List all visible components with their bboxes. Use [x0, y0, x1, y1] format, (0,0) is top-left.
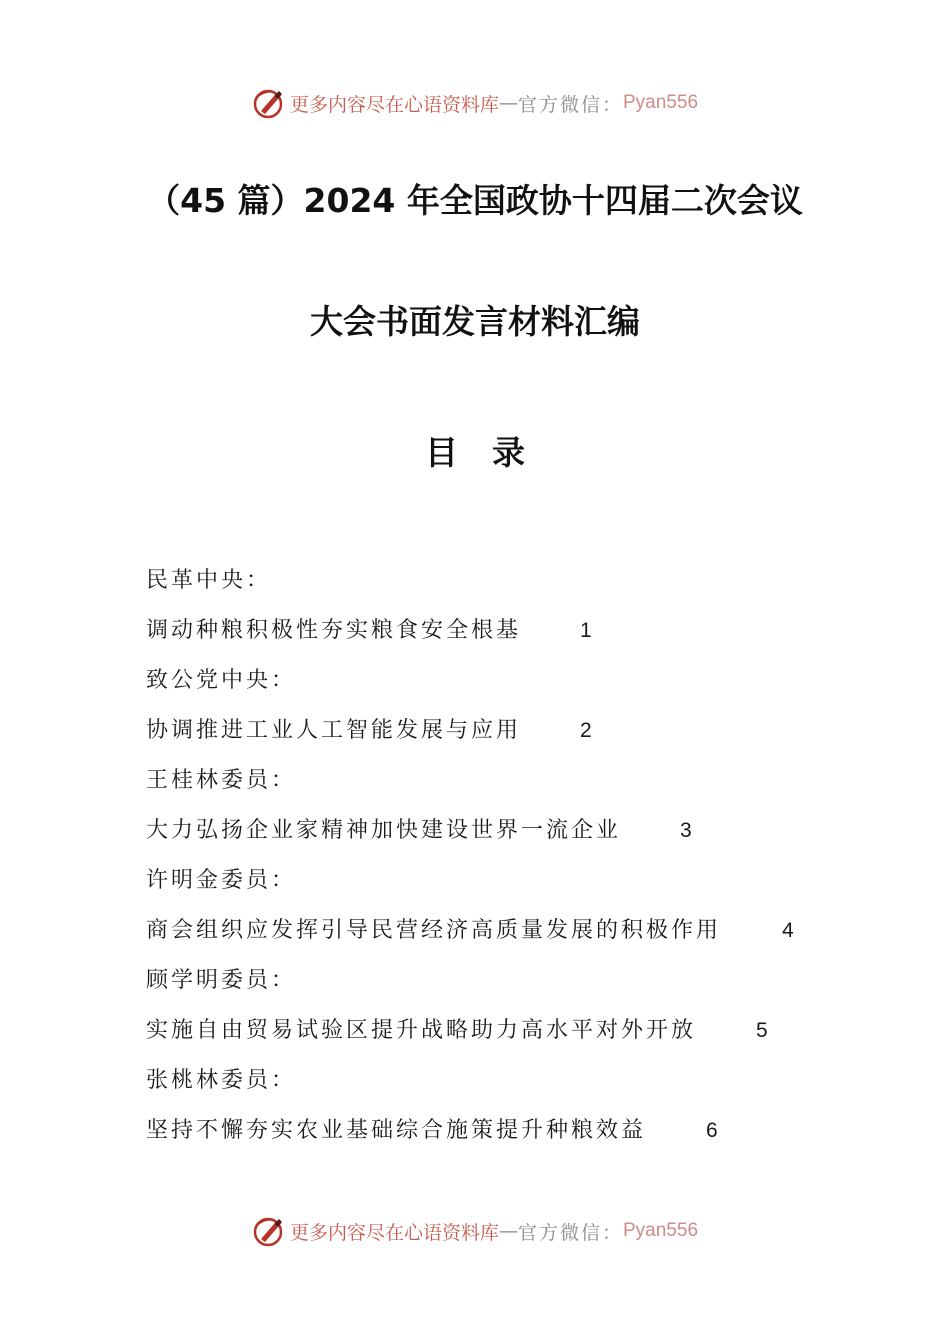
- toc-entry-page: 3: [680, 819, 692, 842]
- banner-wechat-label: 官方微信：: [517, 93, 623, 116]
- toc-author: 顾学明委员：: [146, 968, 297, 993]
- toc-author: 致公党中央：: [146, 668, 297, 693]
- footer-banner: [0, 1211, 950, 1251]
- banner-text: 更多内容尽在心语资料库: [289, 93, 499, 116]
- toc-entry[interactable]: [146, 813, 866, 863]
- toc-entry-title: 大力弘扬企业家精神加快建设世界一流企业: [146, 818, 622, 843]
- toc-heading: 目录: [425, 433, 559, 472]
- toc-entry-page: 5: [756, 1019, 768, 1042]
- toc-entry-title: 调动种粮积极性夯实粮食安全根基: [146, 618, 522, 643]
- toc-entry-page: 2: [580, 719, 592, 742]
- toc-entry[interactable]: [146, 713, 866, 763]
- toc-entry-title: 协调推进工业人工智能发展与应用: [146, 718, 522, 743]
- toc-entry[interactable]: [146, 1113, 866, 1163]
- banner-text: 更多内容尽在心语资料库: [289, 1221, 499, 1244]
- banner-separator: —: [498, 92, 518, 114]
- banner-separator: —: [498, 1220, 518, 1242]
- toc-entry[interactable]: [146, 613, 866, 663]
- banner-wechat-label: 官方微信：: [517, 1221, 623, 1244]
- pen-circle-logo-icon: [252, 1214, 286, 1248]
- document-title-line-1: （45 篇）2024 年全国政协十四届二次会议: [147, 181, 803, 220]
- toc-entry[interactable]: [146, 913, 866, 963]
- toc-list: [146, 563, 866, 1163]
- toc-entry-title: 商会组织应发挥引导民营经济高质量发展的积极作用: [146, 918, 722, 943]
- toc-entry-title: 坚持不懈夯实农业基础综合施策提升种粮效益: [146, 1118, 647, 1143]
- toc-entry-page: 4: [782, 919, 794, 942]
- document-title-line-2: 大会书面发言材料汇编: [310, 302, 640, 341]
- banner-wechat-id: Pyan556: [623, 1220, 699, 1241]
- toc-entry[interactable]: [146, 1013, 866, 1063]
- toc-author: 许明金委员：: [146, 868, 297, 893]
- toc-author: 王桂林委员：: [146, 768, 297, 793]
- toc-author: 张桃林委员：: [146, 1068, 297, 1093]
- pen-circle-logo-icon: [252, 86, 286, 120]
- toc-entry-page: 6: [706, 1119, 718, 1142]
- header-banner: [0, 83, 950, 123]
- toc-author: 民革中央：: [146, 568, 272, 593]
- banner-wechat-id: Pyan556: [623, 92, 699, 113]
- toc-entry-title: 实施自由贸易试验区提升战略助力高水平对外开放: [146, 1018, 697, 1043]
- toc-entry-page: 1: [580, 619, 592, 642]
